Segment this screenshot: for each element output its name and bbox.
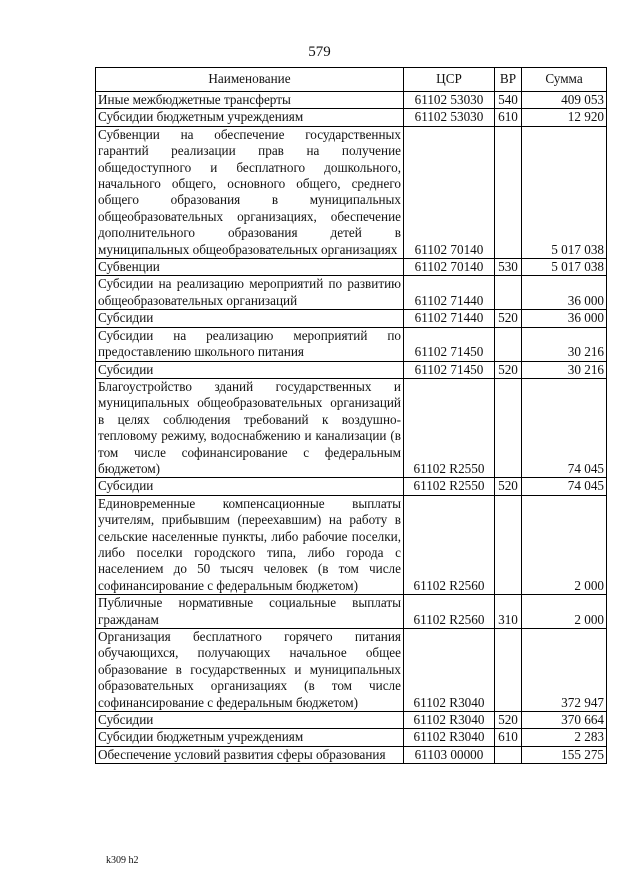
cell-csr: 61102 71440	[404, 310, 495, 327]
cell-csr: 61102 R3040	[404, 712, 495, 729]
cell-vr: 520	[495, 361, 522, 378]
cell-vr	[495, 378, 522, 477]
cell-vr	[495, 327, 522, 361]
cell-csr: 61102 R2550	[404, 478, 495, 495]
cell-name: Обеспечение условий развития сферы образования	[96, 746, 404, 763]
table-header-row	[96, 68, 607, 92]
cell-name: Субсидии бюджетным учреждениям	[96, 109, 404, 126]
cell-name: Субсидии	[96, 361, 404, 378]
cell-csr: 61103 00000	[404, 746, 495, 763]
cell-csr: 61102 R2560	[404, 495, 495, 594]
cell-name: Организация бесплатного горячего питания обучающихся, получающих начальное общее образование в государственных и муниципальных образовательных организациях (в том числе софинансирование с федеральным бюджетом)	[96, 629, 404, 712]
column-header-name: Наименование	[96, 68, 404, 92]
table-row	[96, 729, 607, 746]
cell-sum: 2 000	[522, 495, 607, 594]
cell-csr: 61102 R2550	[404, 378, 495, 477]
cell-name: Иные межбюджетные трансферты	[96, 92, 404, 109]
cell-csr: 61102 R3040	[404, 629, 495, 712]
cell-sum: 2 283	[522, 729, 607, 746]
footer-code: k309 h2	[106, 855, 139, 866]
cell-csr: 61102 R2560	[404, 595, 495, 629]
cell-sum: 5 017 038	[522, 126, 607, 258]
cell-name: Благоустройство зданий государственных и муниципальных общеобразовательных организаций в целях соблюдения требований к воздушно-тепловому режиму, водоснабжению и канализации (в том числе софинансирование с федеральным бюджетом)	[96, 378, 404, 477]
table-row	[96, 495, 607, 594]
table-row	[96, 259, 607, 276]
cell-vr	[495, 746, 522, 763]
column-header-sum: Сумма	[522, 68, 607, 92]
cell-name: Субсидии бюджетным учреждениям	[96, 729, 404, 746]
cell-name: Субсидии	[96, 310, 404, 327]
cell-name: Субсидии	[96, 712, 404, 729]
cell-sum: 409 053	[522, 92, 607, 109]
table-row	[96, 378, 607, 477]
cell-csr: 61102 70140	[404, 126, 495, 258]
table-row	[96, 327, 607, 361]
cell-vr	[495, 126, 522, 258]
cell-csr: 61102 70140	[404, 259, 495, 276]
cell-name: Субсидии	[96, 478, 404, 495]
column-header-vr: ВР	[495, 68, 522, 92]
cell-vr	[495, 495, 522, 594]
cell-sum: 30 216	[522, 361, 607, 378]
cell-vr: 540	[495, 92, 522, 109]
cell-sum: 372 947	[522, 629, 607, 712]
cell-name: Субвенции	[96, 259, 404, 276]
table-row	[96, 746, 607, 763]
cell-csr: 61102 71450	[404, 327, 495, 361]
table-row	[96, 595, 607, 629]
table-row	[96, 92, 607, 109]
page-number: 579	[308, 44, 331, 60]
table-row	[96, 478, 607, 495]
budget-table	[95, 67, 607, 764]
cell-sum: 12 920	[522, 109, 607, 126]
cell-name: Субвенции на обеспечение государственных гарантий реализации прав на получение общедоступного и бесплатного дошкольного, начального общего, основного общего, среднего общего образования в муниципальных общеобразовательных организациях, обеспечение дополнительного образования детей в муниципальных общеобразовательных организациях	[96, 126, 404, 258]
cell-name: Субсидии на реализацию мероприятий по развитию общеобразовательных организаций	[96, 276, 404, 310]
cell-sum: 155 275	[522, 746, 607, 763]
cell-sum: 5 017 038	[522, 259, 607, 276]
cell-vr: 520	[495, 712, 522, 729]
cell-vr: 610	[495, 109, 522, 126]
cell-name: Публичные нормативные социальные выплаты гражданам	[96, 595, 404, 629]
table-row	[96, 126, 607, 258]
table-row	[96, 629, 607, 712]
cell-vr: 530	[495, 259, 522, 276]
cell-name: Субсидии на реализацию мероприятий по предоставлению школьного питания	[96, 327, 404, 361]
cell-name: Единовременные компенсационные выплаты учителям, прибывшим (переехавшим) на работу в сельские населенные пункты, либо рабочие поселки, либо поселки городского типа, либо города с населением до 50 тысяч человек (в том числе софинансирование с федеральным бюджетом)	[96, 495, 404, 594]
cell-csr: 61102 71440	[404, 276, 495, 310]
cell-sum: 370 664	[522, 712, 607, 729]
cell-vr: 610	[495, 729, 522, 746]
cell-sum: 2 000	[522, 595, 607, 629]
cell-sum: 36 000	[522, 310, 607, 327]
cell-csr: 61102 R3040	[404, 729, 495, 746]
cell-sum: 74 045	[522, 378, 607, 477]
cell-csr: 61102 53030	[404, 92, 495, 109]
cell-csr: 61102 71450	[404, 361, 495, 378]
cell-vr	[495, 629, 522, 712]
table-row	[96, 310, 607, 327]
cell-vr: 520	[495, 310, 522, 327]
cell-csr: 61102 53030	[404, 109, 495, 126]
column-header-csr: ЦСР	[404, 68, 495, 92]
table-row	[96, 109, 607, 126]
cell-vr: 520	[495, 478, 522, 495]
cell-vr	[495, 276, 522, 310]
table-row	[96, 276, 607, 310]
table-row	[96, 712, 607, 729]
cell-sum: 36 000	[522, 276, 607, 310]
cell-sum: 74 045	[522, 478, 607, 495]
table-row	[96, 361, 607, 378]
cell-sum: 30 216	[522, 327, 607, 361]
cell-vr: 310	[495, 595, 522, 629]
